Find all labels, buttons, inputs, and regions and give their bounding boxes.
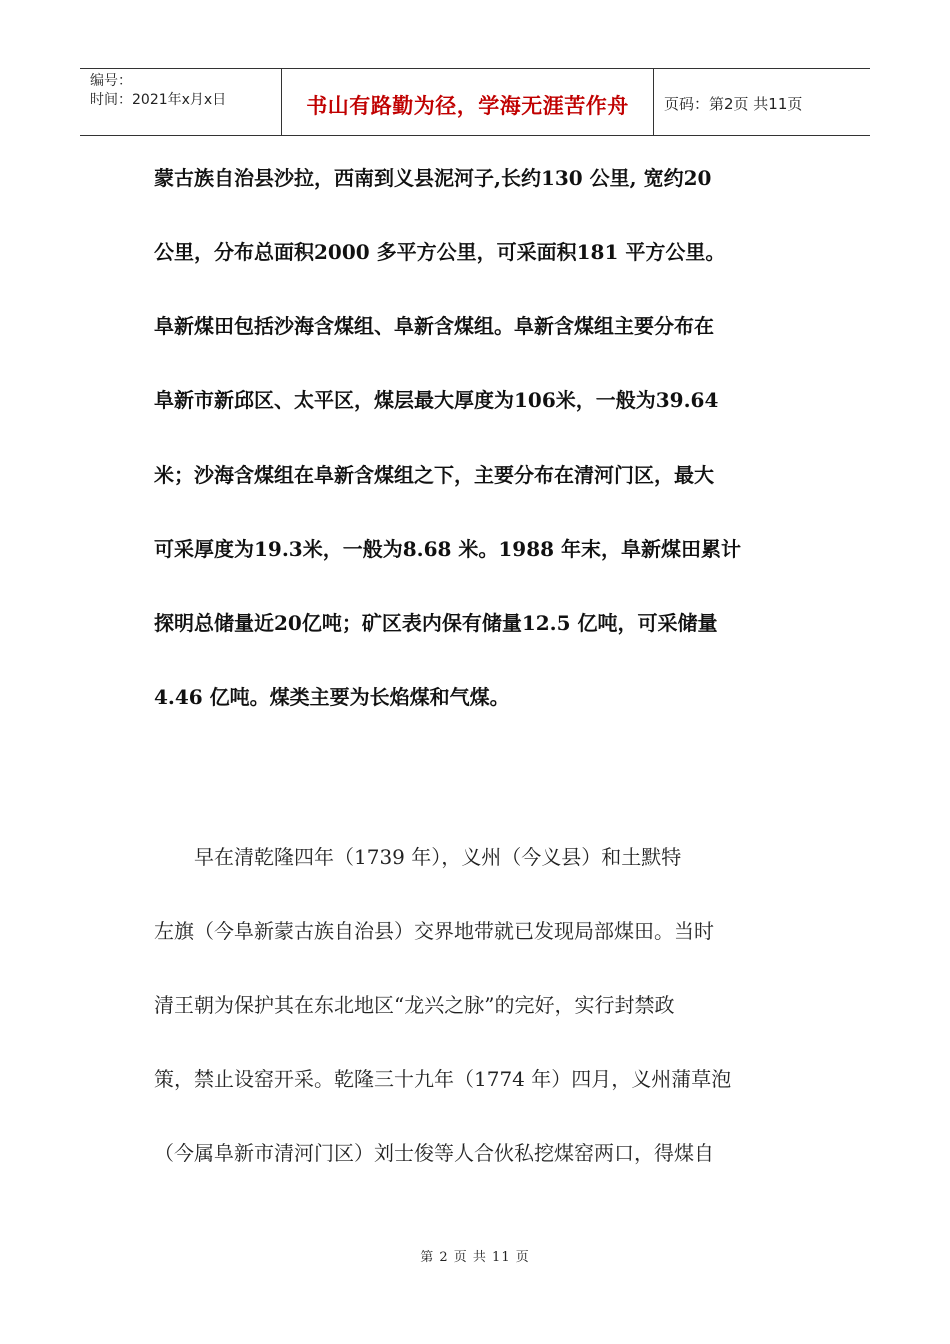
body-line: 清王朝为保护其在东北地区“龙兴之脉”的完好，实行封禁政	[154, 993, 675, 1017]
body-line: 可采厚度为19.3米，一般为8.68 米。1988 年末，阜新煤田累计	[154, 537, 742, 561]
body-line: （今属阜新市清河门区）刘士俊等人合伙私挖煤窑两口，得煤自	[154, 1141, 714, 1165]
body-line: 策，禁止设窑开采。乾隆三十九年（1774 年）四月，义州蒲草泡	[154, 1067, 732, 1091]
body-line: 蒙古族自治县沙拉，西南到义县泥河子,长约130 公里, 宽约20	[154, 166, 712, 190]
document-header	[80, 68, 870, 136]
body-line: 左旗（今阜新蒙古族自治县）交界地带就已发现局部煤田。当时	[154, 919, 714, 943]
body-line: 阜新市新邱区、太平区，煤层最大厚度为106米，一般为39.64	[154, 388, 719, 412]
body-line: 阜新煤田包括沙海含煤组、阜新含煤组。阜新含煤组主要分布在	[154, 314, 714, 338]
body-line: 公里，分布总面积2000 多平方公里，可采面积181 平方公里。	[154, 240, 726, 264]
time-label: 时间：2021年x月x日	[90, 92, 227, 108]
header-motto: 书山有路勤为径，学海无涯苦作舟	[282, 69, 654, 135]
body-line: 米；沙海含煤组在阜新含煤组之下，主要分布在清河门区，最大	[154, 463, 714, 487]
number-label: 编号：	[90, 73, 132, 89]
body-line: 早在清乾隆四年（1739 年），义州（今义县）和土默特	[154, 845, 682, 869]
page-footer: 第 2 页 共 11 页	[420, 1250, 530, 1265]
header-page-info: 页码：第2页 共11页	[664, 94, 803, 113]
body-line: 4.46 亿吨。煤类主要为长焰煤和气煤。	[154, 685, 510, 709]
body-line: 探明总储量近20亿吨；矿区表内保有储量12.5 亿吨，可采储量	[154, 611, 718, 635]
header-meta	[80, 69, 282, 135]
